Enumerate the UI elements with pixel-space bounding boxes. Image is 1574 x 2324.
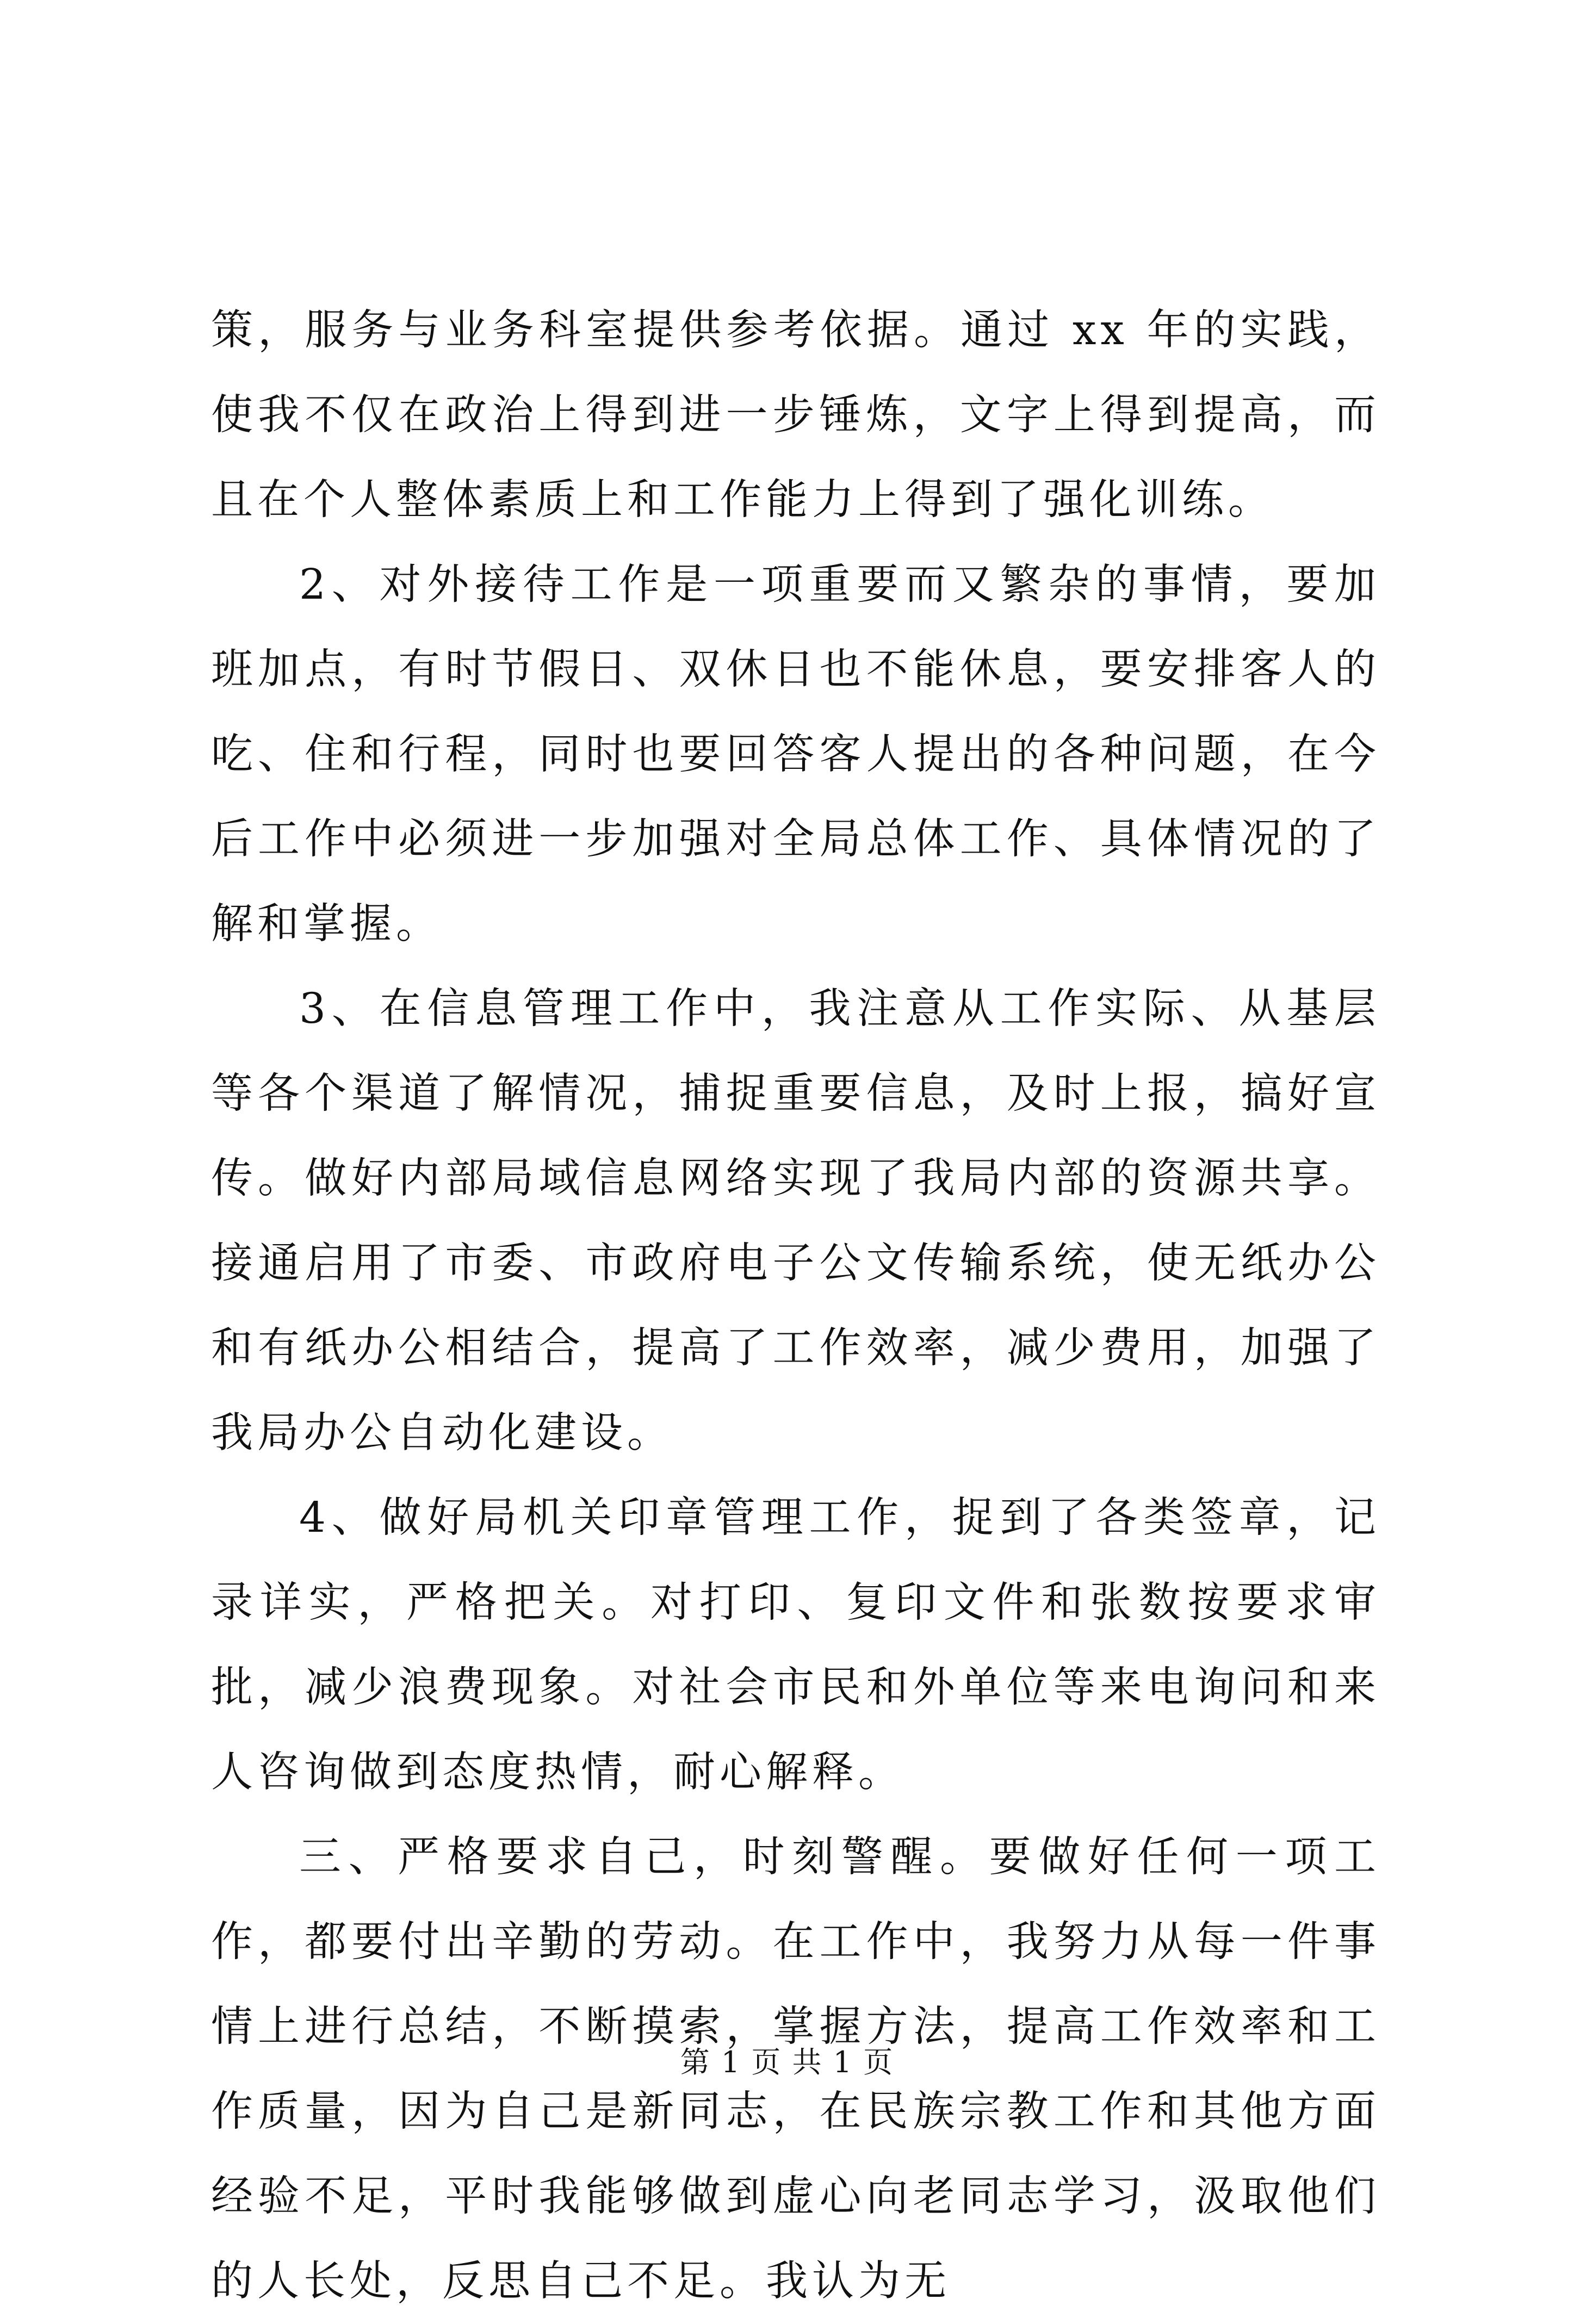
paragraph-item-3: 3、在信息管理工作中，我注意从工作实际、从基层等各个渠道了解情况，捕捉重要信息，及时上报，搞好宣传。做好内部局域信息网络实现了我局内部的资源共享。接通启用了市委、市政府电子公文传输系统，使无纸办公和有纸办公相结合，提高了工作效率，减少费用，加强了我局办公自动化建设。	[211, 985, 1380, 1457]
page-number-footer: 第 1 页 共 1 页	[680, 2045, 894, 2079]
paragraph-item-2: 2、对外接待工作是一项重要而又繁杂的事情，要加班加点，有时节假日、双休日也不能休息，要安排客人的吃、住和行程，同时也要回答客人提出的各种问题，在今后工作中必须进一步加强对全局总体工作、具体情况的了解和掌握。	[211, 561, 1380, 948]
document-body	[211, 288, 1380, 2324]
paragraph-section-3: 三、严格要求自己，时刻警醒。要做好任何一项工作，都要付出辛勤的劳动。在工作中，我努力从每一件事情上进行总结，不断摸索，掌握方法，提高工作效率和工作质量，因为自己是新同志，在民族宗教工作和其他方面经验不足，平时我能够做到虚心向老同志学习，汲取他们的人长处，反思自己不足。我认为无	[211, 1833, 1380, 2306]
paragraph-item-4: 4、做好局机关印章管理工作，捉到了各类签章，记录详实，严格把关。对打印、复印文件和张数按要求审批，减少浪费现象。对社会市民和外单位等来电询问和来人咨询做到态度热情，耐心解释。	[211, 1494, 1380, 1797]
paragraph-continuation: 策，服务与业务科室提供参考依据。通过 xx 年的实践，使我不仅在政治上得到进一步锤炼，文字上得到提高，而且在个人整体素质上和工作能力上得到了强化训练。	[211, 306, 1380, 524]
